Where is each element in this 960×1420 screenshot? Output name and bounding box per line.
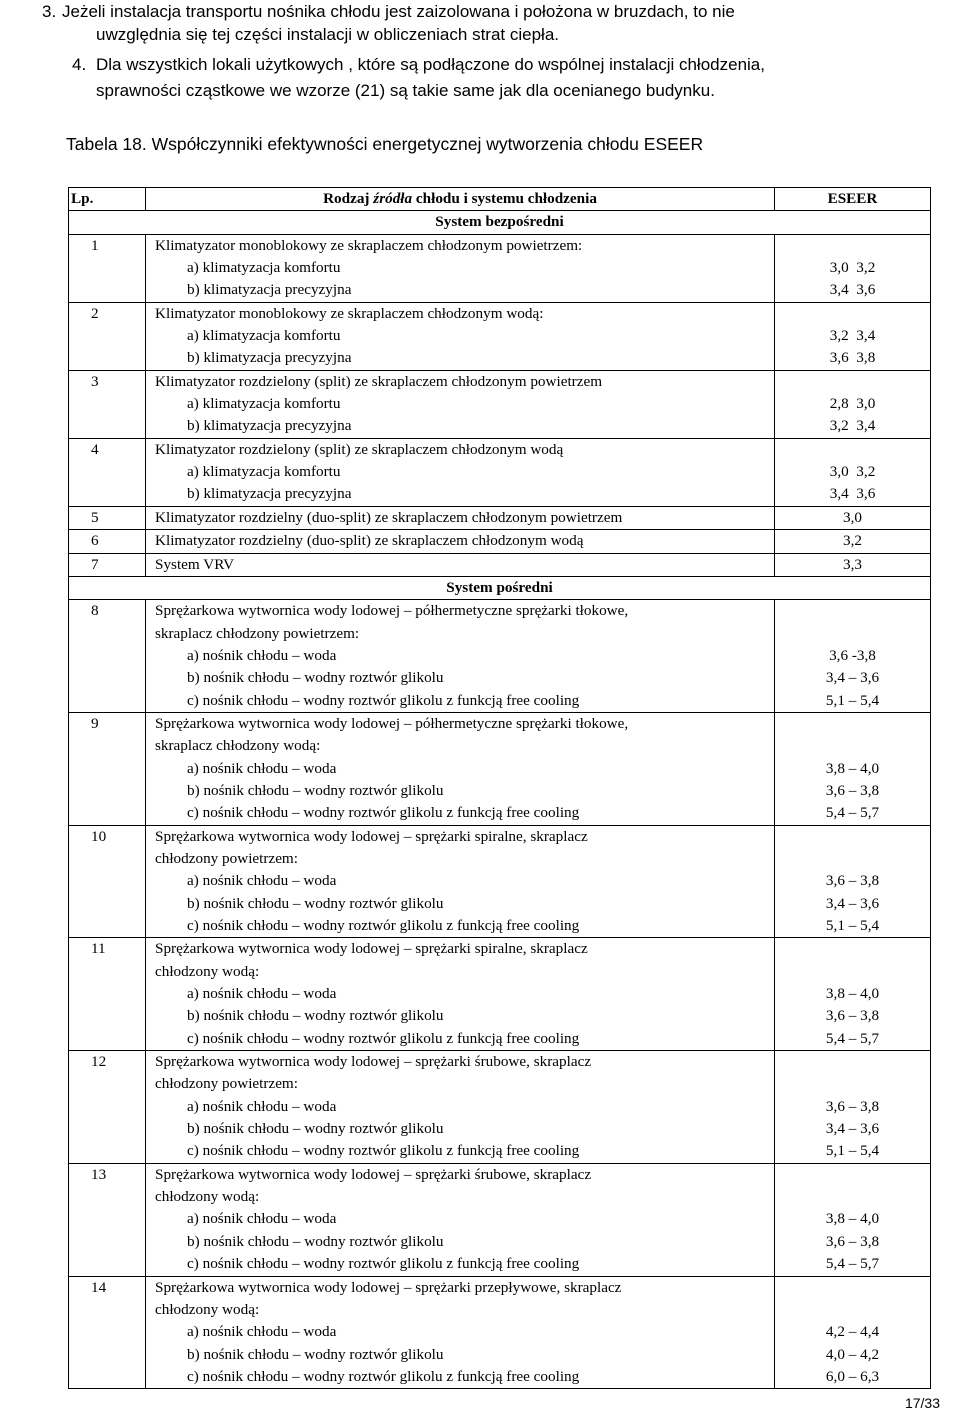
table-row (69, 506, 931, 529)
description-line: Sprężarkowa wytwornica wody lodowej – sprężarki przepływowe, skraplacz (155, 1278, 622, 1296)
table-row (69, 825, 931, 938)
row-eseer-values (775, 234, 931, 302)
header-description (146, 188, 775, 211)
description-line: chłodzony powietrzem: (155, 849, 298, 867)
row-number: 7 (69, 553, 146, 576)
row-description (146, 600, 775, 713)
description-line: chłodzony powietrzem: (155, 1075, 298, 1093)
eseer-value: 3,4 – 3,6 (825, 669, 880, 687)
header-eseer: ESEER (775, 188, 931, 211)
header-description-rest: chłodu i systemu chłodzenia (412, 190, 597, 207)
description-line: Klimatyzator rozdzielny (duo-split) ze skraplaczem chłodzonym wodą (155, 532, 584, 550)
description-line: a) klimatyzacja komfortu (187, 327, 341, 345)
eseer-value (775, 623, 930, 645)
row-description (146, 553, 775, 576)
eseer-value: 3,4 – 3,6 (825, 1120, 880, 1138)
description-line: b) nośnik chłodu – wodny roztwór glikolu (187, 1345, 444, 1363)
description-line: Sprężarkowa wytwornica wody lodowej – półhermetyczne sprężarki tłokowe, (155, 714, 629, 732)
eseer-value: 5,1 – 5,4 (825, 1142, 880, 1160)
eseer-value (775, 1277, 930, 1299)
description-line: chłodzony wodą: (155, 962, 260, 980)
eseer-value: 3,0 3,2 (829, 463, 876, 481)
row-eseer-values (775, 553, 931, 576)
table-row (69, 530, 931, 553)
description-line: c) nośnik chłodu – wodny roztwór glikolu z funkcją free cooling (187, 1255, 580, 1273)
row-description (146, 712, 775, 825)
row-number: 2 (69, 302, 146, 370)
eseer-value (775, 1073, 930, 1095)
row-eseer-values (775, 302, 931, 370)
row-eseer-values (775, 1276, 931, 1389)
description-line: Sprężarkowa wytwornica wody lodowej – sprężarki śrubowe, skraplacz (155, 1053, 592, 1071)
description-line: Klimatyzator rozdzielny (duo-split) ze skraplaczem chłodzonym powietrzem (155, 508, 623, 526)
header-description-italic: źródła (373, 190, 413, 207)
eseer-value (775, 1299, 930, 1321)
description-line: Sprężarkowa wytwornica wody lodowej – sprężarki spiralne, skraplacz (155, 827, 588, 845)
eseer-value (775, 439, 930, 461)
eseer-value: 3,4 3,6 (829, 281, 876, 299)
table-caption: Tabela 18. Współczynniki efektywności energetycznej wytworzenia chłodu ESEER (66, 134, 704, 154)
eseer-value: 3,6 -3,8 (829, 646, 876, 664)
description-line: b) klimatyzacja precyzyjna (187, 417, 352, 435)
description-line: a) klimatyzacja komfortu (187, 259, 341, 277)
eseer-value: 3,8 – 4,0 (825, 1210, 880, 1228)
eseer-value (775, 1051, 930, 1073)
description-line: chłodzony wodą: (155, 1188, 260, 1206)
row-eseer-values (775, 1163, 931, 1276)
table-row (69, 1276, 931, 1389)
row-description (146, 302, 775, 370)
row-number: 3 (69, 370, 146, 438)
description-line: a) nośnik chłodu – woda (187, 759, 337, 777)
description-line: c) nośnik chłodu – wodny roztwór glikolu z funkcją free cooling (187, 1142, 580, 1160)
description-line: skraplacz chłodzony powietrzem: (155, 624, 360, 642)
intro-item-3-line1: Jeżeli instalacja transportu nośnika chłodu jest zaizolowana i położona w bruzdach, to nie (62, 2, 735, 21)
eseer-table (68, 187, 931, 1389)
description-line: Sprężarkowa wytwornica wody lodowej – półhermetyczne sprężarki tłokowe, (155, 602, 629, 620)
row-number: 4 (69, 438, 146, 506)
table-row (69, 302, 931, 370)
eseer-value: 3,0 (843, 508, 862, 526)
table-row (69, 553, 931, 576)
description-line: Sprężarkowa wytwornica wody lodowej – sprężarki spiralne, skraplacz (155, 940, 588, 958)
eseer-value: 3,8 – 4,0 (825, 985, 880, 1003)
row-description (146, 438, 775, 506)
eseer-value: 3,6 – 3,8 (825, 1007, 880, 1025)
row-eseer-values (775, 1051, 931, 1164)
eseer-value (775, 1164, 930, 1186)
description-line: b) nośnik chłodu – wodny roztwór glikolu (187, 894, 444, 912)
intro-item-4-number: 4. (72, 55, 87, 74)
intro-item-4-line1: Dla wszystkich lokali użytkowych , które są podłączone do wspólnej instalacji chłodzenia, (96, 55, 765, 74)
eseer-value (775, 1186, 930, 1208)
row-number: 9 (69, 712, 146, 825)
eseer-value: 3,4 3,6 (829, 485, 876, 503)
row-description (146, 938, 775, 1051)
eseer-value: 3,0 3,2 (829, 259, 876, 277)
description-line: b) klimatyzacja precyzyjna (187, 349, 352, 367)
description-line: Klimatyzator rozdzielony (split) ze skraplaczem chłodzonym powietrzem (155, 372, 603, 390)
description-line: a) nośnik chłodu – woda (187, 985, 337, 1003)
description-line: chłodzony wodą: (155, 1300, 260, 1318)
eseer-value (775, 713, 930, 735)
description-line: c) nośnik chłodu – wodny roztwór glikolu z funkcją free cooling (187, 1029, 580, 1047)
section-indirect-label: System pośredni (69, 576, 931, 599)
eseer-value: 4,2 – 4,4 (825, 1323, 880, 1341)
description-line: c) nośnik chłodu – wodny roztwór glikolu z funkcją free cooling (187, 804, 580, 822)
table-row (69, 1163, 931, 1276)
eseer-value (775, 735, 930, 757)
eseer-value (775, 938, 930, 960)
description-line: Sprężarkowa wytwornica wody lodowej – sprężarki śrubowe, skraplacz (155, 1165, 592, 1183)
description-line: System VRV (155, 555, 235, 573)
row-description (146, 370, 775, 438)
eseer-value: 2,8 3,0 (829, 395, 876, 413)
description-line: Klimatyzator monoblokowy ze skraplaczem chłodzonym powietrzem: (155, 236, 583, 254)
row-description (146, 1163, 775, 1276)
row-number: 11 (69, 938, 146, 1051)
description-line: b) nośnik chłodu – wodny roztwór glikolu (187, 669, 444, 687)
row-number: 12 (69, 1051, 146, 1164)
row-description (146, 530, 775, 553)
row-number: 14 (69, 1276, 146, 1389)
description-line: a) nośnik chłodu – woda (187, 646, 337, 664)
description-line: a) nośnik chłodu – woda (187, 1210, 337, 1228)
eseer-value: 4,0 – 4,2 (825, 1345, 880, 1363)
row-description (146, 506, 775, 529)
description-line: Klimatyzator monoblokowy ze skraplaczem chłodzonym wodą: (155, 304, 544, 322)
table-row (69, 600, 931, 713)
eseer-value: 3,6 – 3,8 (825, 1097, 880, 1115)
table-row (69, 370, 931, 438)
description-line: a) klimatyzacja komfortu (187, 395, 341, 413)
row-description (146, 825, 775, 938)
row-eseer-values (775, 370, 931, 438)
eseer-value: 3,2 3,4 (829, 417, 876, 435)
description-line: b) nośnik chłodu – wodny roztwór glikolu (187, 1120, 444, 1138)
description-line: c) nośnik chłodu – wodny roztwór glikolu z funkcją free cooling (187, 1367, 580, 1385)
row-number: 8 (69, 600, 146, 713)
eseer-value: 6,0 – 6,3 (825, 1367, 880, 1385)
table-row (69, 1051, 931, 1164)
eseer-value: 5,4 – 5,7 (825, 1255, 880, 1273)
description-line: skraplacz chłodzony wodą: (155, 737, 321, 755)
row-eseer-values (775, 938, 931, 1051)
page-number: 17/33 (904, 1395, 940, 1411)
table-row (69, 234, 931, 302)
row-number: 6 (69, 530, 146, 553)
eseer-value (775, 961, 930, 983)
description-line: c) nośnik chłodu – wodny roztwór glikolu z funkcją free cooling (187, 691, 580, 709)
intro-item-3-number: 3. (42, 2, 57, 21)
row-description (146, 1276, 775, 1389)
table-row (69, 712, 931, 825)
row-description (146, 1051, 775, 1164)
section-row-direct (69, 211, 931, 234)
row-eseer-values (775, 506, 931, 529)
eseer-value: 5,4 – 5,7 (825, 1029, 880, 1047)
row-number: 13 (69, 1163, 146, 1276)
row-number: 10 (69, 825, 146, 938)
description-line: b) nośnik chłodu – wodny roztwór glikolu (187, 1232, 444, 1250)
header-lp: Lp. (69, 188, 146, 211)
intro-item-4 (72, 55, 765, 75)
eseer-value: 3,2 3,4 (829, 327, 876, 345)
eseer-value (775, 600, 930, 622)
eseer-value: 3,6 – 3,8 (825, 872, 880, 890)
row-eseer-values (775, 825, 931, 938)
description-line: c) nośnik chłodu – wodny roztwór glikolu z funkcją free cooling (187, 917, 580, 934)
row-eseer-values (775, 438, 931, 506)
eseer-value: 3,6 – 3,8 (825, 1232, 880, 1250)
eseer-value (775, 848, 930, 870)
row-eseer-values (775, 600, 931, 713)
description-line: a) nośnik chłodu – woda (187, 872, 337, 890)
eseer-value: 3,6 – 3,8 (825, 781, 880, 799)
table-row (69, 438, 931, 506)
description-line: b) klimatyzacja precyzyjna (187, 485, 352, 503)
eseer-value (775, 826, 930, 848)
description-line: Klimatyzator rozdzielony (split) ze skraplaczem chłodzonym wodą (155, 440, 564, 458)
row-number: 1 (69, 234, 146, 302)
section-row-indirect (69, 576, 931, 599)
intro-item-3-line2: uwzględnia się tej części instalacji w obliczeniach strat ciepła. (96, 25, 559, 44)
eseer-value: 5,1 – 5,4 (825, 691, 880, 709)
eseer-value: 3,3 (843, 555, 862, 573)
row-number: 5 (69, 506, 146, 529)
eseer-value (775, 235, 930, 257)
table-row (69, 938, 931, 1051)
description-line: a) nośnik chłodu – woda (187, 1097, 337, 1115)
eseer-value: 5,4 – 5,7 (825, 804, 880, 822)
intro-item-3 (42, 2, 735, 22)
eseer-value: 3,4 – 3,6 (825, 894, 880, 912)
row-description (146, 234, 775, 302)
description-line: b) klimatyzacja precyzyjna (187, 281, 352, 299)
eseer-value: 5,1 – 5,4 (825, 917, 880, 934)
eseer-value (775, 303, 930, 325)
description-line: b) nośnik chłodu – wodny roztwór glikolu (187, 781, 444, 799)
eseer-value: 3,8 – 4,0 (825, 759, 880, 777)
row-eseer-values (775, 712, 931, 825)
section-direct-label: System bezpośredni (69, 211, 931, 234)
row-eseer-values (775, 530, 931, 553)
header-description-part: Rodzaj (323, 190, 374, 207)
description-line: a) klimatyzacja komfortu (187, 463, 341, 481)
eseer-value: 3,6 3,8 (829, 349, 876, 367)
description-line: b) nośnik chłodu – wodny roztwór glikolu (187, 1007, 444, 1025)
table-header-row (69, 188, 931, 211)
eseer-value: 3,2 (843, 532, 862, 550)
intro-item-4-line2: sprawności cząstkowe we wzorze (21) są takie same jak dla ocenianego budynku. (96, 81, 715, 100)
eseer-value (775, 371, 930, 393)
description-line: a) nośnik chłodu – woda (187, 1323, 337, 1341)
